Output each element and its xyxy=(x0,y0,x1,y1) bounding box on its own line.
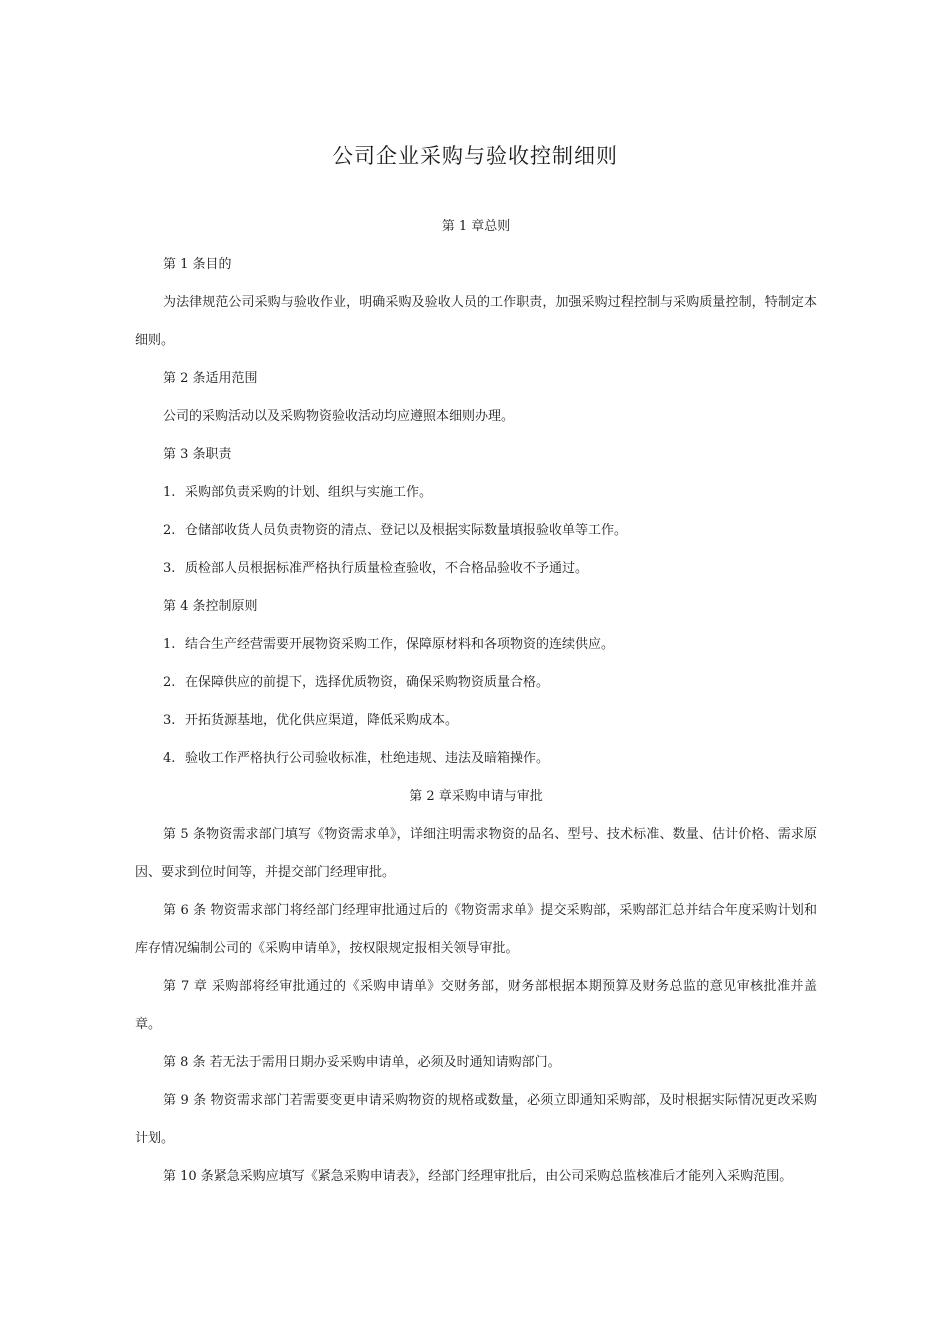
list-item-text: 开拓货源基地，优化供应渠道，降低采购成本。 xyxy=(185,713,459,728)
list-item-text: 质检部人员根据标准严格执行质量检查验收，不合格品验收不予通过。 xyxy=(185,561,589,576)
list-item xyxy=(135,550,817,588)
list-item-number: 1. xyxy=(163,485,176,500)
list-item-number: 3. xyxy=(163,561,176,576)
chapter-1-heading: 第 1 章总则 xyxy=(441,219,511,234)
list-item xyxy=(135,512,817,550)
article-5: 第 5 条物资需求部门填写《物资需求单》，详细注明需求物资的品名、型号、技术标准、数量、估计价格、需求原因、要求到位时间等，并提交部门经理审批。 xyxy=(135,827,817,880)
article-6: 第 6 条 物资需求部门将经部门经理审批通过后的《物资需求单》提交采购部，采购部汇总并结合年度采购计划和库存情况编制公司的《采购申请单》，按权限规定报相关领导审批。 xyxy=(135,903,817,956)
article-2-body: 公司的采购活动以及采购物资验收活动均应遵照本细则办理。 xyxy=(163,409,515,424)
article-2-heading: 第 2 条适用范围 xyxy=(163,371,258,386)
chapter-2-heading: 第 2 章采购申请与审批 xyxy=(409,789,543,804)
list-item-number: 1. xyxy=(163,637,176,652)
article-1-heading: 第 1 条目的 xyxy=(163,257,232,272)
list-item xyxy=(135,664,817,702)
list-item-text: 验收工作严格执行公司验收标准，杜绝违规、违法及暗箱操作。 xyxy=(185,751,550,766)
list-item-text: 在保障供应的前提下，选择优质物资，确保采购物资质量合格。 xyxy=(185,675,550,690)
list-item xyxy=(135,702,817,740)
list-item-text: 采购部负责采购的计划、组织与实施工作。 xyxy=(185,485,433,500)
article-9: 第 9 条 物资需求部门若需要变更申请采购物资的规格或数量，必须立即通知采购部，及时根据实际情况更改采购计划。 xyxy=(135,1093,817,1146)
list-item xyxy=(135,626,817,664)
document-body xyxy=(135,208,817,1196)
list-item-number: 2. xyxy=(163,675,176,690)
article-3-heading: 第 3 条职责 xyxy=(163,447,232,462)
list-item-number: 2. xyxy=(163,523,176,538)
article-4-heading: 第 4 条控制原则 xyxy=(163,599,258,614)
article-8: 第 8 条 若无法于需用日期办妥采购申请单，必须及时通知请购部门。 xyxy=(163,1055,561,1070)
list-item-text: 结合生产经营需要开展物资采购工作，保障原材料和各项物资的连续供应。 xyxy=(185,637,615,652)
list-item-text: 仓储部收货人员负责物资的清点、登记以及根据实际数量填报验收单等工作。 xyxy=(185,523,628,538)
list-item xyxy=(135,740,817,778)
list-item xyxy=(135,474,817,512)
list-item-number: 3. xyxy=(163,713,176,728)
article-10: 第 10 条紧急采购应填写《紧急采购申请表》，经部门经理审批后，由公司采购总监核准后才能列入采购范围。 xyxy=(163,1169,793,1184)
document-title: 公司企业采购与验收控制细则 xyxy=(332,144,618,168)
article-1-body: 为法律规范公司采购与验收作业，明确采购及验收人员的工作职责，加强采购过程控制与采购质量控制，特制定本细则。 xyxy=(135,295,817,348)
article-7: 第 7 章 采购部将经审批通过的《采购申请单》交财务部，财务部根据本期预算及财务总监的意见审核批准并盖章。 xyxy=(135,979,817,1032)
list-item-number: 4. xyxy=(163,751,176,766)
